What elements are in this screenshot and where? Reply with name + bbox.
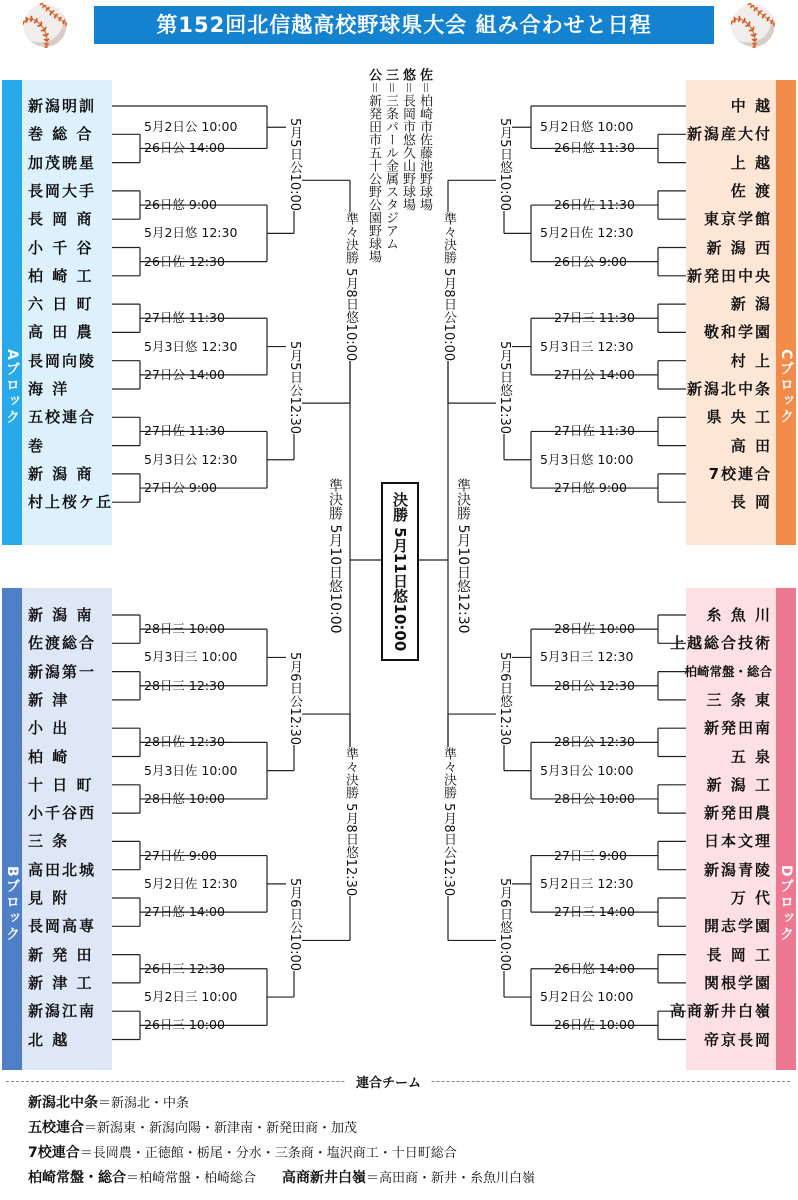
game-time: 5月3日三 12:30 — [540, 649, 634, 665]
game-time: 5月2日公 10:00 — [144, 119, 238, 135]
team-name: 村上桜ケ丘 — [28, 493, 114, 512]
team-name: 日本文理 — [703, 832, 772, 851]
team-name: 新発田中央 — [686, 266, 772, 285]
semifinal-right-time: 準決勝 5月10日悠12:30 — [455, 478, 471, 634]
team-name: 長岡高専 — [28, 917, 97, 936]
team-name: 小千谷西 — [28, 804, 97, 823]
team-name: 新潟江南 — [28, 1002, 97, 1021]
round3-time: 5月6日公10:00 — [287, 878, 302, 972]
game-time: 26日悠 9:00 — [144, 197, 217, 213]
game-time: 5月3日公 12:30 — [144, 451, 238, 467]
team-name: 三 条 東 — [706, 690, 772, 709]
game-time: 27日佐 11:30 — [554, 423, 635, 439]
game-time: 5月2日三 12:30 — [540, 875, 634, 891]
joint-team-line: 7校連合＝長岡農・正徳館・栃尾・分水・三条商・塩沢商工・十日町総合 — [28, 1145, 457, 1161]
team-name: 十 日 町 — [28, 775, 94, 794]
team-name: 柏 崎 工 — [28, 266, 94, 285]
team-name: 加茂暁星 — [28, 153, 97, 172]
team-name: 7校連合 — [708, 464, 772, 483]
quarterfinal-time: 準々決勝 5月8日公12:30 — [441, 747, 456, 897]
game-time: 27日佐 11:30 — [144, 423, 225, 439]
joint-team-line: 柏崎常盤・総合＝柏崎常盤・柏崎総合 高商新井白嶺＝高田商・新井・糸魚川白嶺 — [28, 1170, 536, 1186]
round3-time: 5月5日悠12:30 — [497, 341, 512, 435]
team-name: 北 越 — [28, 1030, 70, 1049]
round3-time: 5月6日悠12:30 — [497, 652, 512, 746]
team-name: 見 附 — [28, 889, 70, 907]
game-time: 5月2日佐 12:30 — [540, 225, 634, 241]
team-name: 三 条 — [28, 832, 70, 851]
team-name: 関根学園 — [703, 973, 772, 992]
team-name: 県 央 工 — [706, 408, 772, 427]
page-title: 第152回北信越高校野球県大会 組み合わせと日程 — [94, 6, 714, 44]
team-name: 新発田南 — [703, 719, 772, 738]
block-label: Bブロック — [2, 588, 22, 1070]
block-label: Cブロック — [776, 80, 796, 545]
game-time: 26日悠 14:00 — [554, 960, 635, 976]
game-time: 5月3日佐 10:00 — [144, 762, 238, 778]
game-time: 28日佐 12:30 — [144, 734, 225, 750]
quarterfinal-time: 準々決勝 5月8日悠12:30 — [343, 747, 358, 897]
game-time: 27日公 14:00 — [554, 366, 635, 382]
team-name: 高商新井白嶺 — [669, 1002, 772, 1021]
game-time: 27日悠 11:30 — [144, 310, 225, 326]
game-time: 5月2日三 10:00 — [144, 989, 238, 1005]
team-name: 巻 — [28, 436, 46, 455]
joint-team-line: 新潟北中条＝新潟北・中条 — [28, 1095, 190, 1111]
block-label: Dブロック — [776, 588, 796, 1070]
team-name: 新発田農 — [703, 804, 772, 823]
game-time: 28日三 10:00 — [144, 621, 225, 637]
round3-time: 5月5日公10:00 — [287, 118, 302, 212]
team-name: 新潟第一 — [28, 662, 97, 681]
team-name: 糸 魚 川 — [706, 606, 772, 624]
game-time: 26日三 10:00 — [144, 1017, 225, 1033]
team-name: 巻 総 合 — [28, 125, 94, 144]
team-name: 長 岡 工 — [706, 945, 772, 964]
game-time: 27日公 9:00 — [144, 480, 217, 496]
team-name: 新 潟 南 — [28, 606, 94, 624]
team-name: 佐 渡 — [730, 181, 772, 200]
round3-time: 5月6日公12:30 — [287, 652, 302, 746]
round3-time: 5月5日公12:30 — [287, 341, 302, 435]
team-name: 新潟明訓 — [28, 97, 97, 115]
team-name: 新 潟 西 — [706, 238, 772, 257]
team-name: 新 潟 工 — [706, 775, 772, 794]
game-time: 26日佐 12:30 — [144, 253, 225, 269]
game-time: 26日三 12:30 — [144, 960, 225, 976]
game-time: 5月3日悠 10:00 — [540, 451, 634, 467]
game-time: 27日三 11:30 — [554, 310, 635, 326]
block-panel-a — [2, 80, 112, 545]
game-time: 27日三 9:00 — [554, 847, 627, 863]
game-time: 28日公 10:00 — [554, 790, 635, 806]
team-name: 新 津 工 — [28, 973, 94, 992]
game-time: 5月3日悠 12:30 — [144, 338, 238, 354]
team-name: 佐渡総合 — [28, 634, 97, 653]
game-time: 27日三 14:00 — [554, 904, 635, 920]
legend-item: 公＝新発田市五十公野公園野球場 — [366, 68, 381, 264]
joint-teams-title: 連合チーム — [346, 1072, 431, 1091]
team-name: 小 千 谷 — [28, 238, 94, 257]
team-name: 柏崎常盤・総合 — [684, 663, 772, 679]
team-name: 敬和学園 — [703, 323, 772, 342]
team-name: 長岡大手 — [28, 181, 97, 200]
team-name: 上越総合技術 — [669, 634, 772, 653]
team-name: 五校連合 — [28, 408, 97, 427]
legend-item: 佐＝柏崎市佐藤池野球場 — [417, 68, 432, 212]
batter-silhouette-icon: ⚾ — [728, 3, 778, 49]
team-name: 中 越 — [730, 97, 772, 115]
team-name: 長 岡 — [730, 493, 772, 512]
team-name: 村 上 — [730, 351, 772, 370]
block-label: Aブロック — [2, 80, 22, 545]
game-time: 28日公 12:30 — [554, 734, 635, 750]
team-name: 五 泉 — [730, 747, 772, 766]
team-name: 新潟産大付 — [686, 125, 772, 144]
game-time: 27日公 14:00 — [144, 366, 225, 382]
team-name: 長 岡 商 — [28, 210, 94, 229]
quarterfinal-time: 準々決勝 5月8日悠10:00 — [343, 211, 358, 361]
legend-item: 三＝三条パール金属スタジアム — [383, 68, 398, 251]
game-time: 5月2日悠 10:00 — [540, 119, 634, 135]
game-time: 5月3日三 12:30 — [540, 338, 634, 354]
batter-silhouette-icon: ⚾ — [20, 3, 70, 49]
round3-time: 5月5日悠10:00 — [497, 118, 512, 212]
team-name: 新 潟 — [730, 295, 772, 314]
block-panel-c — [686, 80, 796, 545]
team-name: 新 発 田 — [28, 945, 94, 964]
team-name: 上 越 — [730, 153, 772, 172]
team-name: 海 洋 — [28, 380, 70, 398]
game-time: 27日佐 9:00 — [144, 847, 217, 863]
game-time: 26日公 9:00 — [554, 253, 627, 269]
team-name: 新潟北中条 — [686, 380, 772, 398]
final-match: 決勝 5月11日悠10:00 — [381, 482, 419, 661]
team-name: 開志学園 — [703, 917, 772, 936]
block-panel-b — [2, 588, 112, 1070]
game-time: 26日悠 11:30 — [554, 140, 635, 156]
team-name: 新 潟 商 — [28, 464, 94, 483]
game-time: 28日佐 10:00 — [554, 621, 635, 637]
game-time: 28日悠 10:00 — [144, 790, 225, 806]
game-time: 27日悠 14:00 — [144, 904, 225, 920]
joint-teams-box — [6, 1076, 790, 1194]
round3-time: 5月6日悠10:00 — [497, 878, 512, 972]
game-time: 26日公 14:00 — [144, 140, 225, 156]
game-time: 5月3日三 10:00 — [144, 649, 238, 665]
game-time: 28日公 12:30 — [554, 677, 635, 693]
quarterfinal-time: 準々決勝 5月8日公10:00 — [441, 211, 456, 361]
joint-team-line: 五校連合＝新潟東・新潟向陽・新津南・新発田商・加茂 — [28, 1120, 358, 1136]
team-name: 帝京長岡 — [703, 1030, 772, 1049]
game-time: 27日悠 9:00 — [554, 480, 627, 496]
team-name: 柏 崎 — [28, 747, 70, 766]
game-time: 5月2日佐 12:30 — [144, 875, 238, 891]
legend-item: 悠＝長岡市悠久山野球場 — [400, 68, 415, 212]
team-name: 高 田 — [730, 436, 772, 455]
semifinal-left-time: 準決勝 5月10日悠10:00 — [327, 478, 343, 634]
team-name: 東京学館 — [703, 210, 772, 229]
block-panel-d — [669, 588, 796, 1070]
team-name: 新潟青陵 — [703, 860, 772, 879]
team-name: 新 津 — [28, 690, 70, 709]
team-name: 高 田 農 — [28, 323, 94, 342]
game-time: 5月3日公 10:00 — [540, 762, 634, 778]
team-name: 万 代 — [730, 889, 772, 907]
team-name: 小 出 — [28, 719, 70, 738]
team-name: 六 日 町 — [28, 295, 94, 314]
team-name: 長岡向陵 — [28, 351, 97, 370]
game-time: 5月2日悠 12:30 — [144, 225, 238, 241]
game-time: 5月2日公 10:00 — [540, 989, 634, 1005]
game-time: 26日佐 11:30 — [554, 197, 635, 213]
game-time: 28日三 12:30 — [144, 677, 225, 693]
team-name: 高田北城 — [28, 860, 97, 879]
game-time: 26日佐 10:00 — [554, 1017, 635, 1033]
